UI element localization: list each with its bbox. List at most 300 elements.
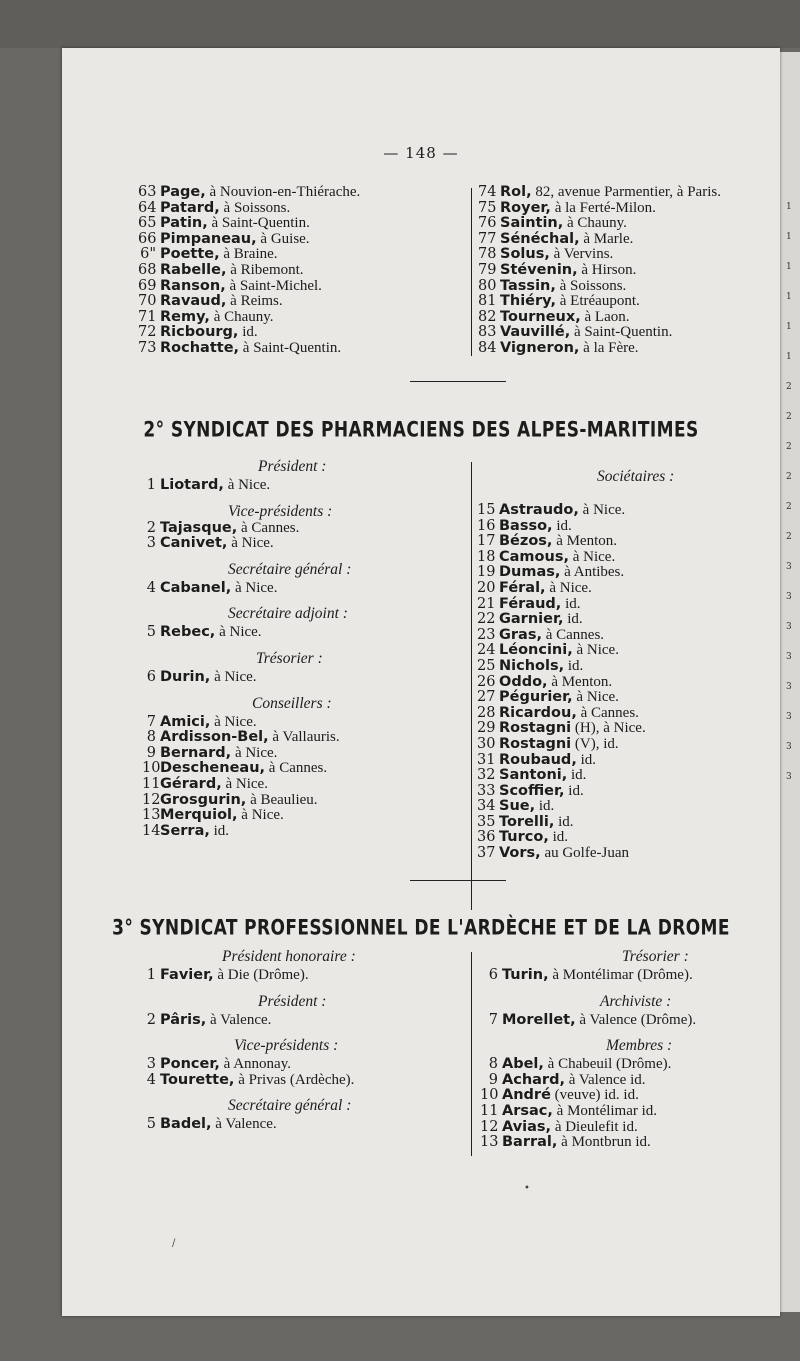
member-name: Poette, <box>160 246 220 263</box>
edge-number: 1 <box>786 322 792 332</box>
entry-number: 20 <box>477 579 496 596</box>
membres-list <box>480 1057 780 1151</box>
member-name: Rostagni <box>499 735 572 752</box>
member-location: (veuve) id. id. <box>550 1087 639 1104</box>
edge-number: 3 <box>786 562 792 572</box>
edge-number: 2 <box>786 442 792 452</box>
entry-number: 6 <box>488 967 498 983</box>
member-name: Vigneron, <box>500 339 580 356</box>
member-location: à Nice. <box>572 689 619 706</box>
list-item <box>477 550 777 566</box>
member-location: id. <box>576 751 596 768</box>
member-name: Favier, <box>160 967 214 983</box>
societaires-list <box>477 503 777 862</box>
edge-number: 2 <box>786 472 792 482</box>
member-location: à Montbrun id. <box>557 1134 651 1151</box>
list-item <box>477 612 777 628</box>
list-item <box>142 670 462 686</box>
entry-number: 29 <box>477 720 496 737</box>
entry-number: 18 <box>477 548 496 565</box>
member-name: Liotard, <box>160 477 224 493</box>
member-location: à Valence id. <box>564 1071 646 1088</box>
section-divider <box>410 880 506 881</box>
member-location: à Nice. <box>215 624 262 641</box>
role-label: Président : <box>258 458 327 475</box>
list-item <box>138 201 360 217</box>
member-name: Tajasque, <box>160 519 238 536</box>
column-divider <box>471 188 472 356</box>
column-divider <box>471 462 472 910</box>
list-item <box>477 784 777 800</box>
member-name: Tourneux, <box>500 308 581 325</box>
list-item <box>478 263 721 279</box>
list-item <box>142 1117 472 1133</box>
list-item <box>142 793 462 809</box>
member-name: Remy, <box>160 308 210 325</box>
entry-number: 30 <box>477 735 496 752</box>
edge-number: 1 <box>786 202 792 212</box>
member-location: id. <box>548 829 569 846</box>
member-name: Solus, <box>500 246 550 263</box>
section3-right-column <box>480 948 780 1151</box>
entry-number: 82 <box>478 308 497 325</box>
list-item <box>478 232 721 248</box>
entry-number: 15 <box>477 502 496 518</box>
entry-number: 77 <box>478 230 497 247</box>
list-item <box>478 247 721 263</box>
member-location: à la Fère. <box>579 339 639 356</box>
member-name: Bézos, <box>499 533 553 550</box>
member-name: Oddo, <box>499 673 548 690</box>
member-name: Tassin, <box>500 277 556 294</box>
member-location: id. <box>567 767 587 784</box>
entry-number: 63 <box>138 184 157 200</box>
entry-number: 12 <box>480 1118 499 1135</box>
edge-number: 1 <box>786 292 792 302</box>
list-item <box>477 628 777 644</box>
list-item <box>478 201 721 217</box>
section3-left-column <box>142 948 472 1133</box>
member-name: Amici, <box>160 713 211 730</box>
top-list-right <box>478 185 721 357</box>
list-item <box>142 777 462 793</box>
member-name: Scoffier, <box>499 782 565 799</box>
member-location: à Montélimar (Drôme). <box>548 967 693 983</box>
list-item <box>477 830 777 846</box>
role-label: Trésorier : <box>622 948 689 965</box>
entry-number: 8 <box>488 1056 498 1073</box>
list-item <box>142 478 462 494</box>
edge-number: 2 <box>786 412 792 422</box>
member-location: id. <box>561 595 581 612</box>
list-item <box>142 536 462 552</box>
entry-number: 33 <box>477 782 496 799</box>
entry-number: 34 <box>477 798 496 815</box>
list-item <box>478 216 721 232</box>
member-location: à Cannes. <box>576 704 639 721</box>
section3-heading: 3° SYNDICAT PROFESSIONNEL DE L'ARDÈCHE ET DE LA DROME <box>112 915 730 941</box>
list-item <box>138 232 360 248</box>
entry-number: 16 <box>477 517 496 534</box>
member-name: Pâris, <box>160 1011 207 1028</box>
member-name: Stévenin, <box>500 261 578 278</box>
role-label: Secrétaire général : <box>228 560 352 578</box>
entry-number: 5 <box>146 624 156 641</box>
list-item <box>478 325 721 341</box>
edge-number: 3 <box>786 712 792 722</box>
member-name: Gras, <box>499 626 542 643</box>
member-location: à Nice. <box>210 668 257 685</box>
section2-left-column <box>142 458 462 839</box>
member-location: à la Ferté-Milon. <box>550 199 656 216</box>
member-location: à Nice. <box>221 775 268 792</box>
list-item <box>478 279 721 295</box>
member-location: à Antibes. <box>560 564 625 581</box>
entry-number: 83 <box>478 324 497 341</box>
member-location: à Dieulefit id. <box>551 1118 638 1135</box>
list-item <box>477 503 777 519</box>
list-item <box>142 625 462 641</box>
entry-number: 71 <box>138 308 157 325</box>
member-name: Merquiol, <box>160 807 238 824</box>
edge-number: 3 <box>786 772 792 782</box>
member-location: à Nice. <box>231 744 278 761</box>
member-name: Ricbourg, <box>160 324 239 341</box>
member-location: à Die (Drôme). <box>213 967 309 983</box>
entry-number: 74 <box>478 184 497 200</box>
entry-number: 5 <box>146 1116 156 1133</box>
member-name: Rol, <box>500 184 532 200</box>
member-location: à Valence. <box>211 1116 277 1133</box>
entry-number: 24 <box>477 642 496 659</box>
edge-number: 1 <box>786 232 792 242</box>
member-location: à Chauny. <box>563 215 627 232</box>
list-item <box>480 1135 780 1151</box>
edge-number: 3 <box>786 742 792 752</box>
entry-number: 4 <box>146 579 156 596</box>
entry-number: 9 <box>488 1071 498 1088</box>
entry-number: 11 <box>142 775 161 792</box>
list-item <box>478 341 721 357</box>
member-location: à Ribemont. <box>226 261 304 278</box>
member-name: Abel, <box>502 1056 544 1073</box>
member-name: Turco, <box>499 829 549 846</box>
member-name: Badel, <box>160 1116 212 1133</box>
member-location: à Nice. <box>227 535 274 552</box>
list-item <box>477 846 777 862</box>
entry-number: 79 <box>478 261 497 278</box>
member-name: Ranson, <box>160 277 226 294</box>
member-location: à Menton. <box>547 673 613 690</box>
member-name: Santoni, <box>499 767 568 784</box>
list-item <box>477 753 777 769</box>
member-location: à Marle. <box>579 230 634 247</box>
member-location: à Soissons. <box>555 277 627 294</box>
member-location: à Etréaupont. <box>556 293 640 310</box>
entry-number: 75 <box>478 199 497 216</box>
member-name: Page, <box>160 184 206 200</box>
member-location: à Beaulieu. <box>246 791 318 808</box>
member-name: Gérard, <box>160 775 222 792</box>
list-item <box>477 768 777 784</box>
list-item <box>142 521 462 537</box>
member-location: à Menton. <box>552 533 618 550</box>
edge-number: 3 <box>786 592 792 602</box>
member-name: Pimpaneau, <box>160 230 257 247</box>
member-name: Ardisson-Bel, <box>160 729 269 746</box>
role-label: Président honoraire : <box>222 948 356 965</box>
entry-number: 81 <box>478 293 497 310</box>
entry-number: 72 <box>138 324 157 341</box>
list-item <box>477 675 777 691</box>
entry-number: 11 <box>480 1102 499 1119</box>
member-location: à Montélimar id. <box>552 1102 658 1119</box>
member-location: au Golfe-Juan <box>540 845 629 862</box>
entry-number: 36 <box>477 829 496 846</box>
entry-number: 13 <box>480 1134 499 1151</box>
list-item <box>138 310 360 326</box>
member-name: Saintin, <box>500 215 564 232</box>
list-item <box>480 1088 780 1104</box>
list-item <box>478 294 721 310</box>
entry-number: 7 <box>488 1011 498 1028</box>
list-item <box>480 1104 780 1120</box>
member-name: Poncer, <box>160 1056 220 1073</box>
member-name: Patin, <box>160 215 208 232</box>
list-item <box>142 968 472 984</box>
member-name: Dumas, <box>499 564 561 581</box>
list-item <box>477 690 777 706</box>
member-location: à Hirson. <box>577 261 637 278</box>
list-item <box>138 325 360 341</box>
list-item <box>142 824 462 840</box>
entry-number: 37 <box>477 845 496 862</box>
list-item <box>142 715 462 731</box>
member-name: Grosgurin, <box>160 791 247 808</box>
member-location: à Nice. <box>578 502 626 518</box>
list-item <box>138 216 360 232</box>
member-name: Nichols, <box>499 657 565 674</box>
edge-number: 2 <box>786 532 792 542</box>
entry-number: 8 <box>146 729 156 746</box>
member-name: Canivet, <box>160 535 228 552</box>
list-item <box>142 746 462 762</box>
member-location: à Nice. <box>210 713 257 730</box>
member-location: à Nice. <box>572 642 619 659</box>
entry-number: 4 <box>146 1071 156 1088</box>
member-name: Cabanel, <box>160 579 232 596</box>
list-item <box>477 737 777 753</box>
member-location: à Saint-Quentin. <box>239 339 342 356</box>
list-item <box>142 1013 472 1029</box>
list-item <box>480 1013 780 1029</box>
member-name: Tourette, <box>160 1071 235 1088</box>
member-location: id. <box>552 517 572 534</box>
list-item <box>477 597 777 613</box>
entry-number: 3 <box>146 1056 156 1073</box>
member-location: à Cannes. <box>237 519 300 536</box>
member-location: id. <box>564 782 584 799</box>
ink-speck: • <box>524 1183 530 1194</box>
member-name: Vors, <box>499 845 541 862</box>
member-location: à Valence (Drôme). <box>575 1011 697 1028</box>
member-location: à Braine. <box>219 246 278 263</box>
entry-number: 35 <box>477 813 496 830</box>
entry-number: 2 <box>146 519 156 536</box>
list-item <box>478 185 721 201</box>
member-location: (V), id. <box>571 735 619 752</box>
member-location: id. <box>554 813 574 830</box>
member-location: à Privas (Ardèche). <box>234 1071 355 1088</box>
list-item <box>477 643 777 659</box>
member-name: Basso, <box>499 517 553 534</box>
entry-number: 73 <box>138 339 157 356</box>
role-label: Trésorier : <box>256 649 323 667</box>
entry-number: 69 <box>138 277 157 294</box>
section-divider <box>410 381 506 382</box>
member-name: Rabelle, <box>160 261 227 278</box>
member-location: id. <box>564 657 584 674</box>
role-label: Vice-présidents : <box>228 502 333 520</box>
member-name: Ravaud, <box>160 293 227 310</box>
member-name: Achard, <box>502 1071 565 1088</box>
entry-number: 23 <box>477 626 496 643</box>
member-name: Sénéchal, <box>500 230 580 247</box>
entry-number: 3 <box>146 535 156 552</box>
list-item <box>142 1073 472 1089</box>
member-location: id. <box>238 324 258 341</box>
entry-number: 1 <box>146 477 156 493</box>
member-location: à Nice. <box>568 548 616 565</box>
member-location: à Cannes. <box>541 626 605 643</box>
member-name: Barral, <box>502 1134 558 1151</box>
top-list-left <box>138 185 360 357</box>
member-name: André <box>502 1087 551 1104</box>
member-name: Morellet, <box>502 1011 576 1028</box>
entry-number: 9 <box>146 744 156 761</box>
member-location: id. <box>563 611 583 628</box>
member-location: à Chabeuil (Drôme). <box>543 1056 672 1073</box>
entry-number: 27 <box>477 689 496 706</box>
list-item <box>477 815 777 831</box>
entry-number: 80 <box>478 277 497 294</box>
member-name: Ricardou, <box>499 704 577 721</box>
next-page-edge <box>780 52 800 1312</box>
member-location: à Nouvion-en-Thiérache. <box>205 184 361 200</box>
scan-background <box>0 0 800 48</box>
entry-number: 84 <box>478 339 497 356</box>
member-name: Descheneau, <box>160 760 266 777</box>
list-item <box>480 1057 780 1073</box>
member-location: à Guise. <box>256 230 310 247</box>
entry-number: 6 <box>146 668 156 685</box>
role-label: Archiviste : <box>600 992 672 1010</box>
member-name: Serra, <box>160 822 210 839</box>
member-name: Rochatte, <box>160 339 240 356</box>
role-label: Membres : <box>606 1037 673 1055</box>
entry-number: 1 <box>146 967 156 983</box>
member-location: à Reims. <box>226 293 283 310</box>
column-divider <box>471 952 472 1156</box>
edge-number: 3 <box>786 652 792 662</box>
member-name: Astraudo, <box>499 502 579 518</box>
edge-number: 1 <box>786 262 792 272</box>
member-name: Turin, <box>502 967 549 983</box>
entry-number: 32 <box>477 767 496 784</box>
member-name: Féral, <box>499 579 546 596</box>
list-item <box>480 968 780 984</box>
member-name: Royer, <box>500 199 551 216</box>
list-item <box>477 659 777 675</box>
member-name: Rebec, <box>160 624 216 641</box>
list-item <box>138 185 360 201</box>
section2-heading: 2° SYNDICAT DES PHARMACIENS DES ALPES-MARITIMES <box>143 417 699 443</box>
member-name: Camous, <box>499 548 569 565</box>
entry-number: 65 <box>138 215 157 232</box>
entry-number: 7 <box>146 713 156 730</box>
list-item <box>477 721 777 737</box>
list-item <box>480 1073 780 1089</box>
vice-list <box>142 1057 472 1088</box>
entry-number: 76 <box>478 215 497 232</box>
member-name: Pégurier, <box>499 689 573 706</box>
entry-number: 2 <box>146 1011 156 1028</box>
entry-number: 28 <box>477 704 496 721</box>
entry-number: 14 <box>142 822 161 839</box>
entry-number: 12 <box>142 791 161 808</box>
entry-number: 25 <box>477 657 496 674</box>
entry-number: 66 <box>138 230 157 247</box>
member-name: Arsac, <box>502 1102 553 1119</box>
entry-number: 10 <box>480 1087 499 1104</box>
member-location: à Nice. <box>545 579 592 596</box>
role-label: Président : <box>258 992 327 1010</box>
role-label: Conseillers : <box>252 694 332 712</box>
list-item <box>480 1120 780 1136</box>
list-item <box>142 581 462 597</box>
member-location: id. <box>209 822 230 839</box>
edge-number: 3 <box>786 622 792 632</box>
edge-number: 2 <box>786 382 792 392</box>
list-item <box>138 279 360 295</box>
list-item <box>138 247 360 263</box>
member-location: à Nice. <box>223 477 271 493</box>
member-location: à Annonay. <box>219 1056 291 1073</box>
member-name: Léoncini, <box>499 642 573 659</box>
entry-number: 70 <box>138 293 157 310</box>
member-location: à Saint-Michel. <box>225 277 322 294</box>
list-item <box>477 519 777 535</box>
member-name: Garnier, <box>499 611 564 628</box>
entry-number: 68 <box>138 261 157 278</box>
list-item <box>138 341 360 357</box>
member-location: 82, avenue Parmentier, à Paris. <box>531 184 721 200</box>
edge-number: 2 <box>786 502 792 512</box>
entry-number: 22 <box>477 611 496 628</box>
list-item <box>142 808 462 824</box>
member-name: Vauvillé, <box>500 324 571 341</box>
entry-number: 17 <box>477 533 496 550</box>
list-item <box>477 565 777 581</box>
member-location: à Nice. <box>231 579 278 596</box>
list-item <box>477 534 777 550</box>
edge-number: 1 <box>786 352 792 362</box>
member-name: Avias, <box>502 1118 552 1135</box>
role-label: Sociétaires : <box>597 468 675 485</box>
member-location: à Chauny. <box>209 308 274 325</box>
ink-speck: / <box>172 1238 176 1249</box>
member-location: id. <box>535 798 555 815</box>
